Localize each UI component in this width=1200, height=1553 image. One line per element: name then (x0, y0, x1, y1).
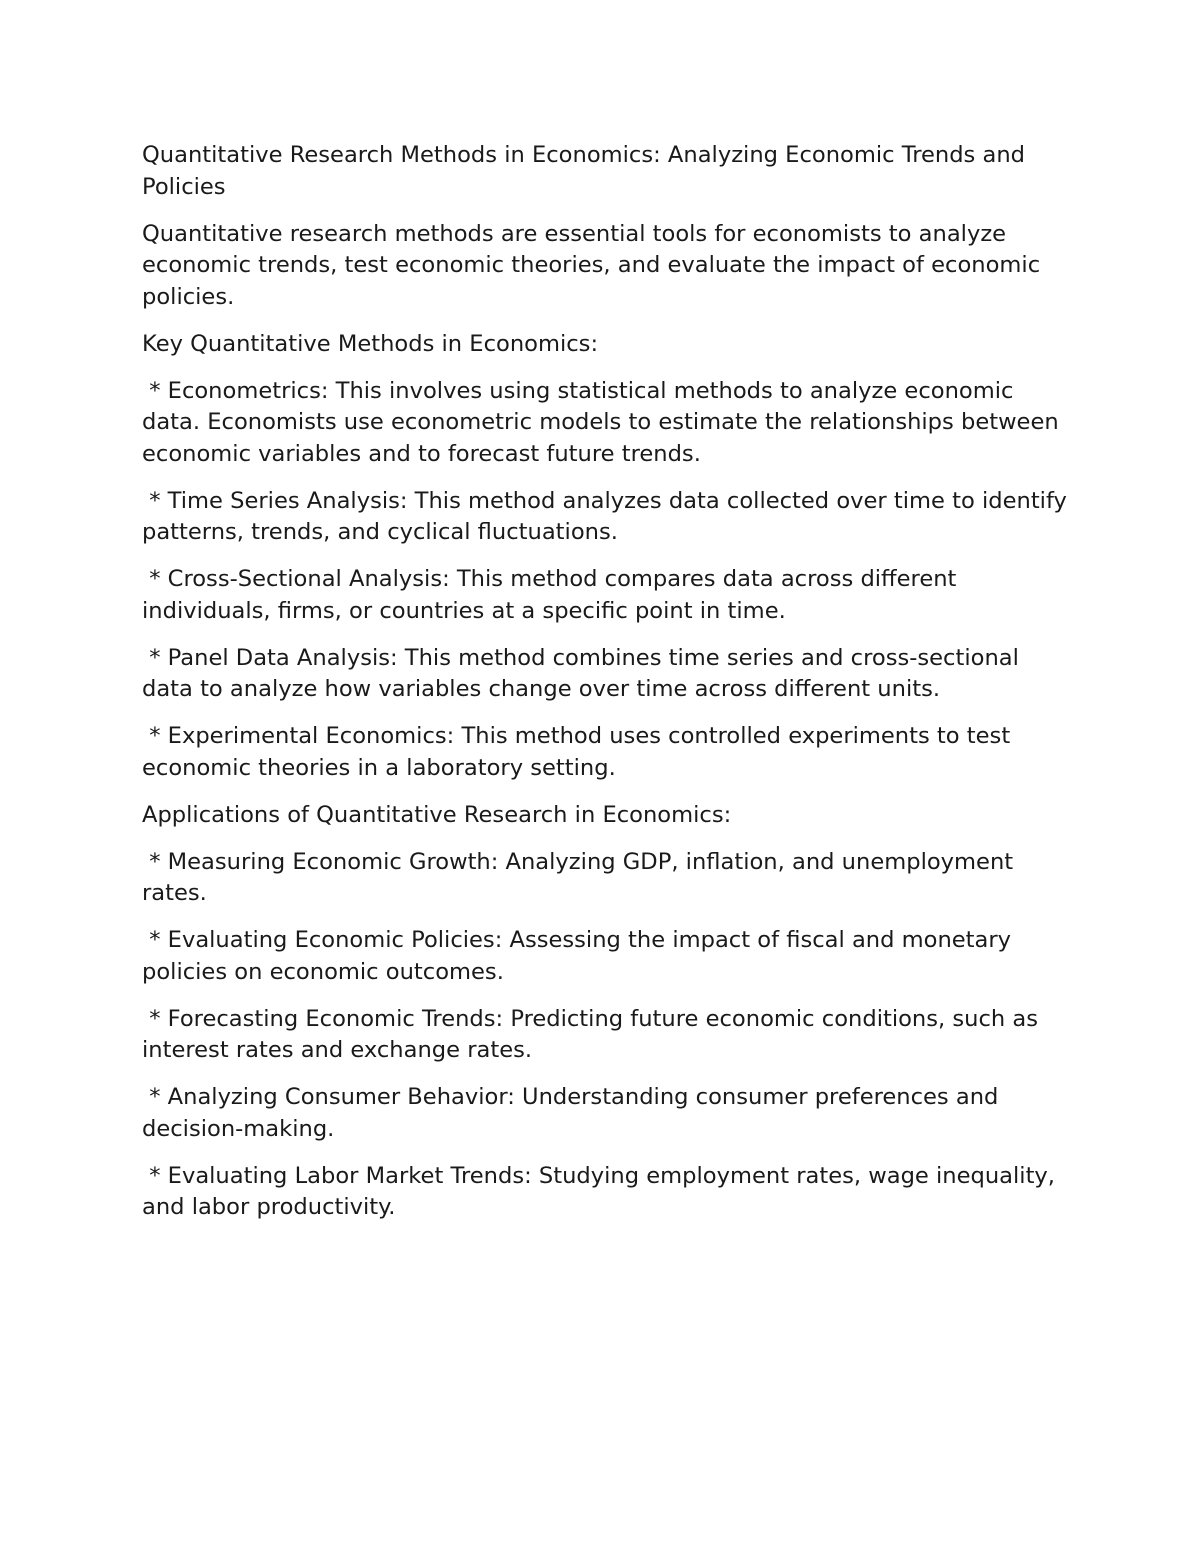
list-item: * Time Series Analysis: This method analyzes data collected over time to identify patterns, trends, and cyclical fluctuations. (142, 487, 1075, 545)
list-item: * Econometrics: This involves using statistical methods to analyze economic data. Economists use econometric models to estimate the relationships between economic variables and to forecast future trends. (142, 377, 1066, 467)
list-item: * Forecasting Economic Trends: Predicting future economic conditions, such as interest rates and exchange rates. (142, 1005, 1046, 1063)
intro-paragraph: Quantitative research methods are essential tools for economists to analyze economic trends, test economic theories, and evaluate the impact of economic policies. (142, 220, 1041, 310)
document-title: Quantitative Research Methods in Economics: Analyzing Economic Trends and Policies (142, 142, 1026, 200)
list-item: * Evaluating Economic Policies: Assessing the impact of fiscal and monetary policies on economic outcomes. (142, 927, 1019, 985)
list-item: * Experimental Economics: This method uses controlled experiments to test economic theories in a laboratory setting. (142, 723, 1018, 781)
list-item: * Cross-Sectional Analysis: This method compares data across different individuals, firms, or countries at a specific point in time. (142, 566, 964, 624)
list-item: * Analyzing Consumer Behavior: Understanding consumer preferences and decision-making. (142, 1084, 1006, 1142)
list-item: * Panel Data Analysis: This method combines time series and cross-sectional data to analyze how variables change over time across different units. (142, 644, 1027, 702)
list-item: * Evaluating Labor Market Trends: Studying employment rates, wage inequality, and labor productivity. (142, 1162, 1063, 1220)
methods-heading: Key Quantitative Methods in Economics: (142, 330, 599, 357)
document-body (142, 140, 1075, 1239)
applications-heading: Applications of Quantitative Research in Economics: (142, 801, 732, 828)
list-item: * Measuring Economic Growth: Analyzing GDP, inflation, and unemployment rates. (142, 848, 1021, 906)
